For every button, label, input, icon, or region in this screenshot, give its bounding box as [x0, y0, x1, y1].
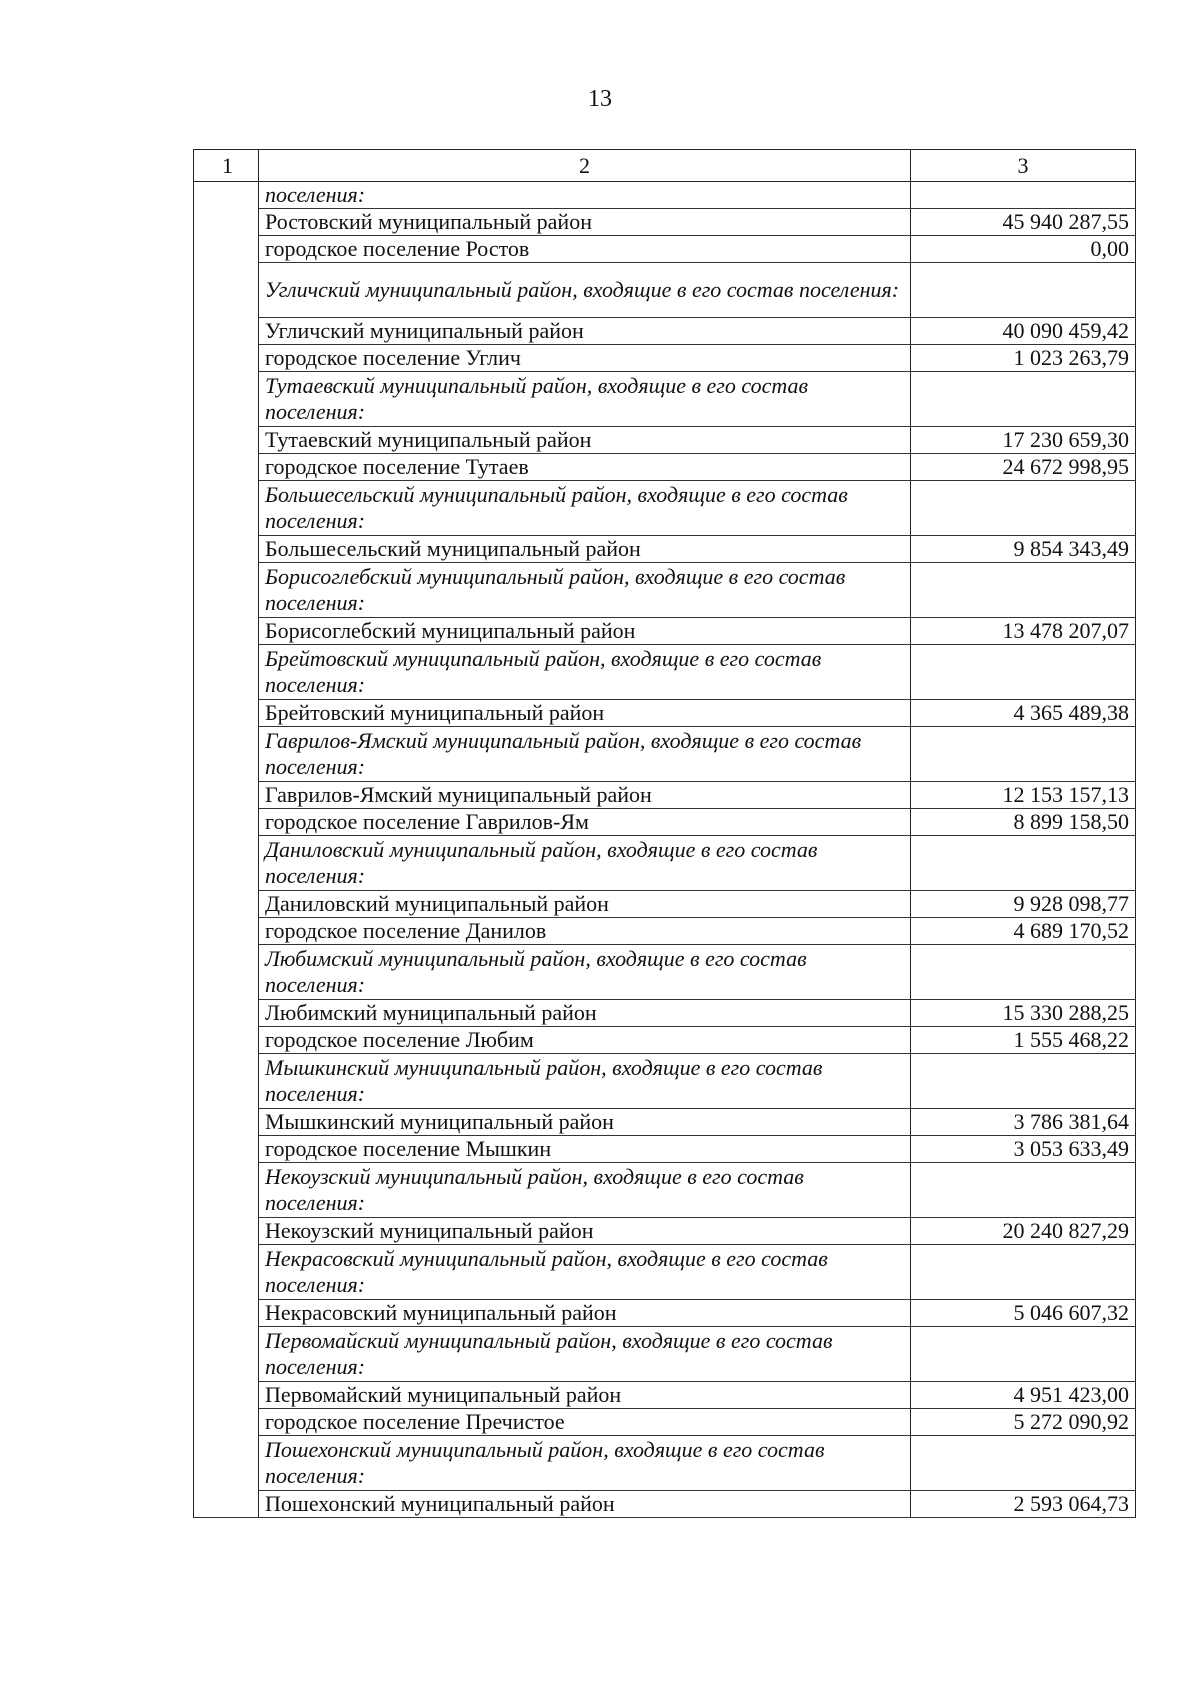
amount-cell — [911, 1245, 1136, 1300]
table-row — [194, 1218, 1136, 1245]
table-row-heading — [194, 263, 1136, 318]
table-row-heading — [194, 645, 1136, 700]
amount-cell — [911, 1327, 1136, 1382]
column-header-1: 1 — [194, 150, 259, 182]
group-heading-cell: Некрасовский муниципальный район, входящие в его состав поселения: — [259, 1245, 911, 1300]
municipality-name-cell: городское поселение Тутаев — [259, 454, 911, 481]
table-row — [194, 1136, 1136, 1163]
amount-cell — [911, 563, 1136, 618]
column-header-3: 3 — [911, 150, 1136, 182]
table-row — [194, 1109, 1136, 1136]
table-row-heading — [194, 1163, 1136, 1218]
amount-cell: 4 365 489,38 — [911, 700, 1136, 727]
municipality-name-cell: Некрасовский муниципальный район — [259, 1300, 911, 1327]
page-number: 13 — [588, 86, 612, 112]
table-row-heading — [194, 563, 1136, 618]
amount-cell — [911, 263, 1136, 318]
amount-cell: 9 854 343,49 — [911, 536, 1136, 563]
municipality-name-cell: Первомайский муниципальный район — [259, 1382, 911, 1409]
table-row — [194, 891, 1136, 918]
table-row-heading — [194, 182, 1136, 209]
table-header-row — [194, 150, 1136, 182]
group-heading-cell: Угличский муниципальный район, входящие в его состав поселения: — [259, 263, 911, 318]
municipality-name-cell: городское поселение Углич — [259, 345, 911, 372]
table-row-heading — [194, 1436, 1136, 1491]
amount-cell — [911, 182, 1136, 209]
row-number-cell — [194, 182, 259, 1518]
amount-cell — [911, 645, 1136, 700]
budget-table — [193, 149, 1136, 1518]
municipality-name-cell: Даниловский муниципальный район — [259, 891, 911, 918]
group-heading-cell: Даниловский муниципальный район, входящие в его состав поселения: — [259, 836, 911, 891]
table-row-heading — [194, 836, 1136, 891]
municipality-name-cell: Любимский муниципальный район — [259, 1000, 911, 1027]
amount-cell: 2 593 064,73 — [911, 1491, 1136, 1518]
municipality-name-cell: Ростовский муниципальный район — [259, 209, 911, 236]
table-row — [194, 318, 1136, 345]
municipality-name-cell: городское поселение Гаврилов-Ям — [259, 809, 911, 836]
table-row — [194, 236, 1136, 263]
table-row-heading — [194, 1054, 1136, 1109]
table-body — [194, 182, 1136, 1518]
municipality-name-cell: городское поселение Ростов — [259, 236, 911, 263]
amount-cell: 1 555 468,22 — [911, 1027, 1136, 1054]
amount-cell — [911, 481, 1136, 536]
table-row — [194, 809, 1136, 836]
amount-cell — [911, 836, 1136, 891]
amount-cell: 40 090 459,42 — [911, 318, 1136, 345]
amount-cell — [911, 1163, 1136, 1218]
amount-cell: 24 672 998,95 — [911, 454, 1136, 481]
table-row — [194, 1409, 1136, 1436]
table-row — [194, 1382, 1136, 1409]
municipality-name-cell: Брейтовский муниципальный район — [259, 700, 911, 727]
table-row — [194, 700, 1136, 727]
table-row — [194, 454, 1136, 481]
group-heading-cell: Брейтовский муниципальный район, входящие в его состав поселения: — [259, 645, 911, 700]
municipality-name-cell: городское поселение Любим — [259, 1027, 911, 1054]
amount-cell — [911, 1436, 1136, 1491]
amount-cell: 20 240 827,29 — [911, 1218, 1136, 1245]
group-heading-cell: Мышкинский муниципальный район, входящие в его состав поселения: — [259, 1054, 911, 1109]
municipality-name-cell: городское поселение Мышкин — [259, 1136, 911, 1163]
amount-cell: 5 272 090,92 — [911, 1409, 1136, 1436]
table-row-heading — [194, 372, 1136, 427]
amount-cell: 0,00 — [911, 236, 1136, 263]
table-row — [194, 1300, 1136, 1327]
amount-cell — [911, 372, 1136, 427]
amount-cell: 17 230 659,30 — [911, 427, 1136, 454]
municipality-name-cell: Мышкинский муниципальный район — [259, 1109, 911, 1136]
group-heading-cell: Борисоглебский муниципальный район, входящие в его состав поселения: — [259, 563, 911, 618]
table-row-heading — [194, 481, 1136, 536]
table-row — [194, 1000, 1136, 1027]
municipality-name-cell: Борисоглебский муниципальный район — [259, 618, 911, 645]
municipality-name-cell: городское поселение Данилов — [259, 918, 911, 945]
amount-cell: 13 478 207,07 — [911, 618, 1136, 645]
group-heading-cell: Пошехонский муниципальный район, входящие в его состав поселения: — [259, 1436, 911, 1491]
municipality-name-cell: Угличский муниципальный район — [259, 318, 911, 345]
column-header-2: 2 — [259, 150, 911, 182]
municipality-name-cell: Гаврилов-Ямский муниципальный район — [259, 782, 911, 809]
municipality-name-cell: городское поселение Пречистое — [259, 1409, 911, 1436]
table-row — [194, 782, 1136, 809]
amount-cell — [911, 727, 1136, 782]
table-row-heading — [194, 945, 1136, 1000]
table-row-heading — [194, 1245, 1136, 1300]
group-heading-cell: Первомайский муниципальный район, входящие в его состав поселения: — [259, 1327, 911, 1382]
amount-cell: 15 330 288,25 — [911, 1000, 1136, 1027]
amount-cell: 8 899 158,50 — [911, 809, 1136, 836]
table-row — [194, 427, 1136, 454]
amount-cell: 3 786 381,64 — [911, 1109, 1136, 1136]
table-row — [194, 209, 1136, 236]
group-heading-cell: поселения: — [259, 182, 911, 209]
table-row — [194, 536, 1136, 563]
group-heading-cell: Любимский муниципальный район, входящие в его состав поселения: — [259, 945, 911, 1000]
amount-cell: 1 023 263,79 — [911, 345, 1136, 372]
municipality-name-cell: Некоузский муниципальный район — [259, 1218, 911, 1245]
amount-cell: 4 689 170,52 — [911, 918, 1136, 945]
municipality-name-cell: Большесельский муниципальный район — [259, 536, 911, 563]
table-row-heading — [194, 1327, 1136, 1382]
amount-cell — [911, 1054, 1136, 1109]
amount-cell: 12 153 157,13 — [911, 782, 1136, 809]
group-heading-cell: Некоузский муниципальный район, входящие в его состав поселения: — [259, 1163, 911, 1218]
table-row — [194, 345, 1136, 372]
table-row — [194, 918, 1136, 945]
municipality-name-cell: Тутаевский муниципальный район — [259, 427, 911, 454]
group-heading-cell: Тутаевский муниципальный район, входящие в его состав поселения: — [259, 372, 911, 427]
group-heading-cell: Гаврилов-Ямский муниципальный район, входящие в его состав поселения: — [259, 727, 911, 782]
table-row — [194, 1027, 1136, 1054]
table-row — [194, 1491, 1136, 1518]
amount-cell: 9 928 098,77 — [911, 891, 1136, 918]
municipality-name-cell: Пошехонский муниципальный район — [259, 1491, 911, 1518]
table-row-heading — [194, 727, 1136, 782]
amount-cell: 3 053 633,49 — [911, 1136, 1136, 1163]
amount-cell — [911, 945, 1136, 1000]
table-row — [194, 618, 1136, 645]
group-heading-cell: Большесельский муниципальный район, входящие в его состав поселения: — [259, 481, 911, 536]
amount-cell: 45 940 287,55 — [911, 209, 1136, 236]
amount-cell: 5 046 607,32 — [911, 1300, 1136, 1327]
amount-cell: 4 951 423,00 — [911, 1382, 1136, 1409]
